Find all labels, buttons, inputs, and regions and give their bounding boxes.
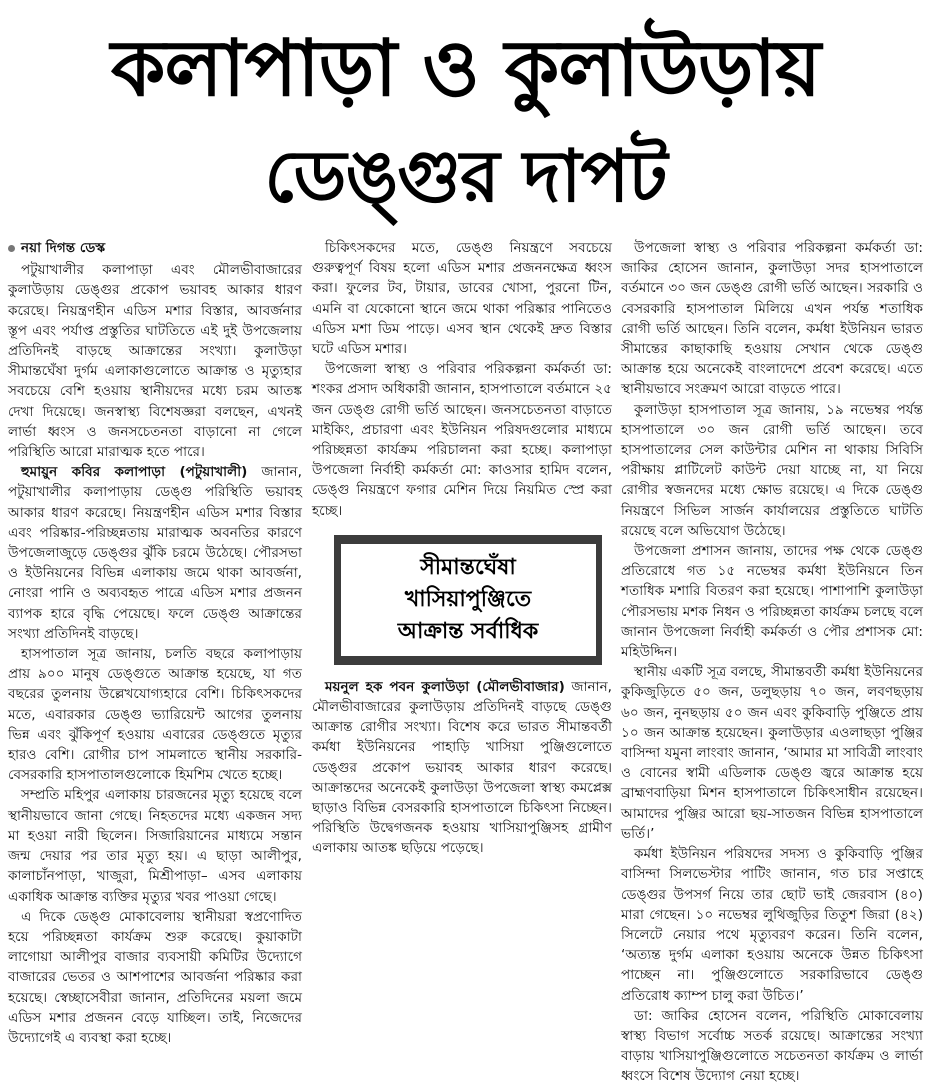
kalapara-lead-paragraph [8,462,302,644]
desk-label: নয়া দিগন্ত ডেস্ক [21,240,106,256]
headline-line-1: কলাপাড়া ও কুলাউড়ায় [110,24,821,114]
callout-line-3: আক্রান্ত সর্বাধিক [397,618,539,644]
kalapara-paragraph-4: চিকিৎসকদের মতে, ডেঙ্গু নিয়ন্ত্রণে সবচেয়ে গুরুত্বপূর্ণ বিষয় হলো এডিস মশার প্রজননক্ষেত্র ধ্বংস করা। ফুলের টব, টায়ার, ডাবের খোসা, পুরনো টিন, এমনি বা যেকোনো স্থানে জমে থাকা পরিষ্কার পানিতেও এডিস মশা ডিম পাড়ে। এসব স্থান থেকেই দ্রুত বিস্তার ঘটে এডিস মশার। [312,240,612,358]
kalapara-paragraph-2: সম্প্রতি মহিপুর এলাকায় চারজনের মৃত্যু হয়েছে বলে স্থানীয়ভাবে জানা গেছে। নিহতদের মধ্যে একজন সদ্য মা হওয়া নারী ছিলেন। সিজারিয়ানের মাধ্যমে সন্তান জন্ম দেয়ার পর তার মৃত্যু হয়। এ ছাড়া আলীপুর, কালাচাঁনপাড়া, খাজুরা, মিশ্রীপাড়া– এসব এলাকায় একাধিক আক্রান্ত ব্যক্তির মৃত্যুর খবর পাওয়া গেছে। [8,787,302,905]
headline-line-2: ডেঙ্গুর দাপট [264,134,667,218]
kulaura-paragraph-1: উপজেলা স্বাস্থ্য ও পরিবার পরিকল্পনা কর্মকর্তা ডা: জাকির হোসেন জানান, কুলাউড়া সদর হাসপাতালে বর্তমানে ৩০ জন ডেঙ্গু রোগী ভর্তি আছেন। সরকারি ও বেসরকারি হাসপাতাল মিলিয়ে এখন পর্যন্ত শতাধিক রোগী ভর্তি আছেন। তিনি বলেন, কর্মধা ইউনিয়ন ভারত সীমান্তের কাছাকাছি হওয়ায় সেখান থেকে ডেঙ্গু আক্রান্ত হয়ে অনেকেই বাংলাদেশে প্রবেশ করেছে। এতে স্থানীয়ভাবে সংক্রমণ আরো বাড়তে পারে। [621,240,923,398]
kulaura-lead-text: জানান, মৌলভীবাজারের কুলাউড়ায় প্রতিদিনই বাড়ছে ডেঙ্গু আক্রান্ত রোগীর সংখ্যা। বিশেষ করে ভারত সীমান্তবর্তী কর্মধা ইউনিয়নের পাহাড়ি খাসিয়া পুঞ্জিগুলোতে ডেঙ্গুর প্রকোপ ভয়াবহ আকার ধারণ করেছে। আক্রান্তদের অনেকেই কুলাউড়া উপজেলা স্বাস্থ্য কমপ্লেক্স ছাড়াও বিভিন্ন বেসরকারি হাসপাতালে চিকিৎসা নিচ্ছেন। পরিস্থিতি উদ্বেগজনক হওয়ায় খাসিয়াপুঞ্জিসহ গ্রামীণ এলাকায় আতঙ্ক ছড়িয়ে পড়েছে। [312,678,612,857]
callout-box [334,535,602,665]
column-2 [312,238,612,956]
kalapara-lead-text: জানান, পটুয়াখালীর কলাপাড়ায় ডেঙ্গু পরিস্থিতি ভয়াবহ আকার ধারণ করেছে। নিয়ন্ত্রণহীন এডিস মশার বিস্তার এবং পরিষ্কার-পরিচ্ছন্নতায় মারাত্মক অবনতির কারণে উপজেলাজুড়ে ডেঙ্গুর ঝুঁকি চরমে উঠেছে। পৌরসভা ও ইউনিয়নের বিভিন্ন এলাকায় জমে থাকা আবর্জনা, নোংরা পানি ও অব্যবহৃত পাত্রে এডিস মশার প্রজনন ব্যাপক হারে বৃদ্ধি পেয়েছে। ফলে ডেঙ্গু আক্রান্তের সংখ্যা প্রতিদিনই বাড়ছে। [8,464,302,642]
column-3 [621,238,923,1085]
kalapara-byline: হুমায়ুন কবির কলাপাড়া (পটুয়াখালী) [21,464,248,481]
kalapara-paragraph-3: এ দিকে ডেঙ্গু মোকাবেলায় স্থানীয়রা স্বপ্রণোদিত হয়ে পরিচ্ছন্নতা কার্যক্রম শুরু করেছে। কুয়াকাটা লাগোয়া আলীপুর বাজার ব্যবসায়ী কমিটির উদ্যোগে বাজারের ভেতর ও আশপাশের আবর্জনা পরিষ্কার করা হয়েছে। স্বেচ্ছাসেবীরা জানান, প্রতিদিনের ময়লা জমে এডিস মশার প্রজনন বেড়ে যাচ্ছিল। তাই, নিজেদের উদ্যোগেই এ ব্যবস্থা করা হচ্ছে। [8,908,302,1046]
desk-credit [8,238,302,258]
intro-paragraph: পটুয়াখালীর কলাপাড়া এবং মৌলভীবাজারের কুলাউড়ায় ডেঙ্গুর প্রকোপ ভয়াবহ আকার ধারণ করেছে। নিয়ন্ত্রণহীন এডিস মশার বিস্তার, আবর্জনার স্তূপ এবং পর্যাপ্ত প্রস্তুতির ঘাটতিতে এই দুই উপজেলায় প্রতিদিনই বাড়ছে আক্রান্তের সংখ্যা। কুলাউড়া সীমান্তঘেঁষা দুর্গম এলাকাগুলোতে আক্রান্ত ও মৃত্যুহার সবচেয়ে বেশি হওয়ায় স্থানীয়দের মধ্যে চরম আতঙ্ক দেখা দিয়েছে। জনস্বাস্থ্য বিশেষজ্ঞরা বলছেন, এখনই লার্ভা ধ্বংস ও জনসচেতনতা বাড়ানো না গেলে পরিস্থিতি আরো মারাত্মক হতে পারে। [8,262,302,461]
callout-inner [341,544,596,656]
column-1 [8,238,302,1046]
kalapara-paragraph-5: উপজেলা স্বাস্থ্য ও পরিবার পরিকল্পনা কর্মকর্তা ডা: শংকর প্রসাদ অধিকারী জানান, হাসপাতালে বর্তমানে ২৫ জন ডেঙ্গু রোগী ভর্তি আছেন। জনসচেতনতা বাড়াতে মাইকিং, প্রচারণা এবং ইউনিয়ন পরিষদগুলোর মাধ্যমে পরিচ্ছন্নতা কার্যক্রম পরিচালনা করা হচ্ছে। কলাপাড়া উপজেলা নির্বাহী কর্মকর্তা মো: কাওসার হামিদ বলেন, ডেঙ্গু নিয়ন্ত্রণে ফগার মেশিন দিয়ে নিয়মিত স্প্রে করা হচ্ছে। [312,361,612,519]
kulaura-paragraph-5: কর্মধা ইউনিয়ন পরিষদের সদস্য ও কুকিবাড়ি পুঞ্জির বাসিন্দা সিলভেস্টার পাটিং জানান, গত চার সপ্তাহে ডেঙ্গুর উপসর্গ নিয়ে তার ছোট ভাই জেরবাস (৪০) মারা গেছেন। ১০ নভেম্বর লুথিজুড়ির তিতুশ জিরা (৪২) সিলেটে নেয়ার পথে মৃত্যুবরণ করেন। তিনি বলেন, ‘অত্যন্ত দুর্গম এলাকা হওয়ায় অনেকে উন্নত চিকিৎসা পাচ্ছেন না। পুঞ্জিগুলোতে সরকারিভাবে ডেঙ্গু প্রতিরোধ ক্যাম্প চালু করা উচিত।’ [621,846,923,1004]
kulaura-paragraph-4: স্থানীয় একটি সূত্র বলছে, সীমান্তবর্তী কর্মধা ইউনিয়নের কুকিজুড়িতে ৫০ জন, ডলুছড়ায় ৭০ জন, লবণছড়ায় ৬০ জন, নুনছড়ায় ৫০ জন এবং কুকিবাড়ি পুঞ্জিতে প্রায় ১০ জন আক্রান্ত হয়েছেন। কুলাউড়ার এওলাছড়া পুঞ্জির বাসিন্দা যমুনা লাংবাং জানান, ‘আমার মা সাবিত্রী লাংবাং ও বোনের স্বামী এডিলাক ডেঙ্গু জ্বরে আক্রান্ত হয়ে ব্রাহ্মণবাড়িয়া মিশন হাসপাতালে চিকিৎসাধীন রয়েছেন। আমাদের পুঞ্জির আরো ছয়-সাতজন বিভিন্ন হাসপাতালে ভর্তি।’ [621,664,923,842]
kulaura-paragraph-2: কুলাউড়া হাসপাতাল সূত্র জানায়, ১৯ নভেম্বর পর্যন্ত হাসপাতালে ৩০ জন রোগী ভর্তি আছেন। তবে হাসপাতালের সেল কাউন্টার মেশিন না থাকায় সিবিসি পরীক্ষায় প্লাটিলেট কাউন্ট দেয়া যাচ্ছে না, যা নিয়ে রোগীর স্বজনদের মধ্যে ক্ষোভ রয়েছে। এ দিকে ডেঙ্গু নিয়ন্ত্রণে সিভিল সার্জন কার্যালয়ের প্রস্তুতিতে ঘাটতি রয়েছে বলে অভিযোগ উঠেছে। [621,401,923,539]
kalapara-paragraph-1: হাসপাতাল সূত্র জানায়, চলতি বছরে কলাপাড়ায় প্রায় ৯০০ মানুষ ডেঙ্গুতে আক্রান্ত হয়েছে, যা গত বছরের তুলনায় উল্লেখযোগ্যহারে বেশি। চিকিৎসকদের মতে, এবারকার ডেঙ্গু ভ্যারিয়েন্ট আগের তুলনায় ভিন্ন এবং ঝুঁকিপূর্ণ হওয়ায় এবারের ডেঙ্গুতে মৃত্যুর হারও বেশি। রোগীর চাপ সামলাতে স্থানীয় সরকারি-বেসরকারি হাসপাতালগুলোকে হিমশিম খেতে হচ্ছে। [8,646,302,784]
callout-line-2: খাসিয়াপুঞ্জিতে [404,586,532,612]
callout-line-1: সীমান্তঘেঁষা [420,554,516,580]
kulaura-lead-paragraph [312,677,612,859]
kulaura-byline: ময়নুল হক পবন কুলাউড়া (মৌলভীবাজার) [325,678,565,695]
kulaura-paragraph-6: ডা: জাকির হোসেন বলেন, পরিস্থিতি মোকাবেলায় স্বাস্থ্য বিভাগ সর্বোচ্চ সতর্ক রয়েছে। আক্রান্তের সংখ্যা বাড়ায় খাসিয়াপুঞ্জিগুলোতে সচেতনতা কার্যক্রম ও লার্ভা ধ্বংসে বিশেষ উদ্যোগ নেয়া হচ্ছে। [621,1007,923,1085]
kulaura-paragraph-3: উপজেলা প্রশাসন জানায়, তাদের পক্ষ থেকে ডেঙ্গু প্রতিরোধে গত ১৫ নভেম্বর কর্মধা ইউনিয়নে তিন শতাধিক মশারি বিতরণ করা হয়েছে। পাশাপাশি কুলাউড়া পৌরসভায় মশক নিধন ও পরিচ্ছন্নতা কার্যক্রম চলছে বলে জানান উপজেলা নির্বাহী কর্মকর্তা ও পৌর প্রশাসক মো: মহিউদ্দিন। [621,543,923,661]
bullet-icon [8,245,15,252]
